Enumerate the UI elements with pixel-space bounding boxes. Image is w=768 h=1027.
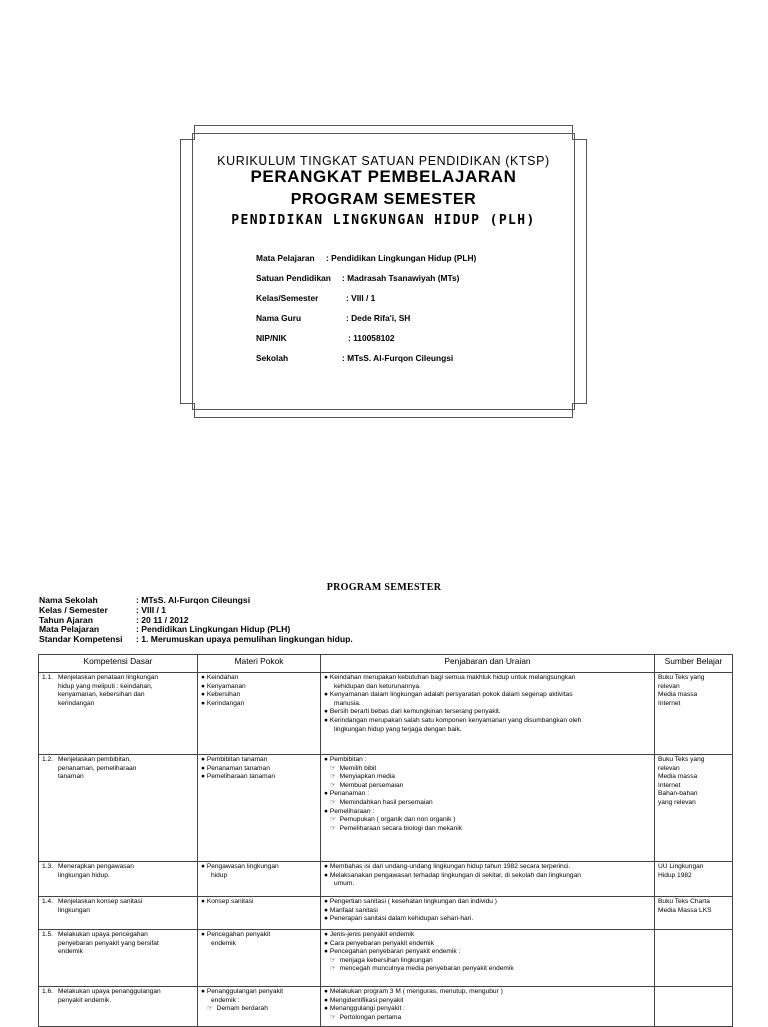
cell-materi <box>198 862 321 897</box>
uraian-item: ● Kerindangan merupakan salah satu komponen kenyamanan yang disumbangkan oleh <box>324 717 651 726</box>
table-row <box>39 930 733 987</box>
cover-frame <box>180 125 587 418</box>
uraian-item: ☞ menjaga kebersihan lingkungan <box>324 957 651 966</box>
uraian-item: ☞ Menyiapkan media <box>324 773 651 782</box>
meta-label: Kelas / Semester <box>39 604 108 615</box>
uraian-item: ● Pencegahan penyebaran penyakit endemik : <box>324 948 651 957</box>
cell-materi <box>198 673 321 755</box>
materi-item: ● Konsep sanitasi <box>201 898 317 907</box>
header-sumber: Sumber Belajar <box>655 655 733 673</box>
cell-materi <box>198 755 321 862</box>
sumber-line: Media massa <box>658 773 698 781</box>
kd-number: 1.2. <box>42 756 53 763</box>
materi-item: hidup <box>211 871 228 879</box>
sumber-line: yang relevan <box>658 798 696 806</box>
kd-number: 1.3. <box>42 863 53 870</box>
kd-block <box>42 756 194 782</box>
cell-sumber <box>655 755 733 862</box>
table-row <box>39 987 733 1027</box>
cell-sumber <box>655 930 733 987</box>
cell-materi <box>198 930 321 987</box>
identity-label: NIP/NIK <box>256 333 287 343</box>
kd-number: 1.1. <box>42 674 53 681</box>
uraian-item: manusia. <box>334 699 361 707</box>
sumber-line: Hidup 1982 <box>658 871 692 879</box>
table-header-row <box>39 655 733 673</box>
uraian-item: umum. <box>334 880 355 888</box>
uraian-item: ☞ Pemupukan ( organik dan non organik ) <box>324 816 651 825</box>
kd-line: kenyamanan, kebersihan dan <box>58 691 145 699</box>
kd-line: lingkungan <box>58 906 90 914</box>
materi-item: ● Penanaman tanaman <box>201 765 317 774</box>
meta-value: : VIII / 1 <box>136 604 167 615</box>
identity-value: : MTsS. Al-Furqon Cileungsi <box>342 353 454 363</box>
cover-subject-title: PENDIDIKAN LINGKUNGAN HIDUP (PLH) <box>231 213 536 228</box>
kd-line: Menjelaskan penataan lingkungan <box>58 674 159 681</box>
kd-line: endemik <box>58 948 83 956</box>
materi-item: ● Keindahan <box>201 674 317 683</box>
materi-item: ● Kebersihan <box>201 691 317 700</box>
uraian-item: ● Melaksanakan pengawasan terhadap lingkungan di sekitar, di sekolah dan lingkungan <box>324 872 651 881</box>
sumber-line: UU Lingkungan <box>658 863 704 870</box>
materi-item: endemik : <box>211 996 240 1004</box>
kd-text <box>58 931 159 957</box>
sumber-line: Media Massa LKS <box>658 906 712 914</box>
kd-line: Menerapkan pengawasan <box>58 863 134 870</box>
table-row <box>39 862 733 897</box>
uraian-item: ● Jenis-jenis penyakit endemik <box>324 931 651 940</box>
sumber-line: Media massa <box>658 691 698 699</box>
uraian-item: ● Melakukan program 3 M ( menguras, menutup, mengubur ) <box>324 988 651 997</box>
uraian-item: ● Penerapan sanitasi dalam kehidupan sehari-hari. <box>324 915 651 924</box>
kd-number: 1.4. <box>42 898 53 905</box>
kd-line: Melakukan upaya pencegahan <box>58 931 148 938</box>
sumber-line: relevan <box>658 682 680 690</box>
sumber-line: Bahan-bahan <box>658 790 698 798</box>
identity-value: : VIII / 1 <box>346 293 376 303</box>
meta-value: : 20 11 / 2012 <box>136 614 189 625</box>
header-uraian: Penjabaran dan Uraian <box>321 655 655 673</box>
materi-item: ● Pemeliharaan tanaman <box>201 773 317 782</box>
sumber-line: Internet <box>658 781 681 789</box>
cell-sumber <box>655 862 733 897</box>
uraian-item: ● Pengertian sanitasi ( kesehatan lingkungan dan individu ) <box>324 898 651 907</box>
cell-sumber <box>655 673 733 755</box>
uraian-item: ● Cara penyebaran penyakit endemik <box>324 940 651 949</box>
materi-item: ● Pembibitan tanaman <box>201 756 317 765</box>
uraian-item: ● Menanggulangi penyakit : <box>324 1005 651 1014</box>
identity-value: : Dede Rifa'i, SH <box>346 313 411 323</box>
cell-kompetensi <box>39 897 198 930</box>
meta-value: : Pendidikan Lingkungan Hidup (PLH) <box>136 624 291 635</box>
cover-subtitle: PROGRAM SEMESTER <box>290 191 477 208</box>
cell-kompetensi <box>39 987 198 1027</box>
cell-kompetensi <box>39 755 198 862</box>
kd-block <box>42 674 194 708</box>
table-row <box>39 897 733 930</box>
kd-text <box>58 674 158 708</box>
kd-text <box>58 756 136 782</box>
materi-item: endemik <box>211 939 236 947</box>
uraian-item: ● Mengidentifikasi penyakit <box>324 997 651 1006</box>
meta-value: : 1. Merumuskan upaya pemulihan lingkungan hidup. <box>136 634 353 645</box>
cell-uraian <box>321 755 655 862</box>
cell-materi <box>198 987 321 1027</box>
kd-block <box>42 863 194 880</box>
uraian-item: ● Kenyamanan dalam lingkungan adalah persyaratan pokok dalam segenap aktivitas <box>324 691 651 700</box>
uraian-item: ● Keindahan merupakan kebutuhan bagi semua makhluk hidup untuk melangsungkan <box>324 674 651 683</box>
kd-line: Melakukan upaya penanggulangan <box>58 988 161 995</box>
meta-label: Standar Kompetensi <box>39 634 123 645</box>
identity-label: Sekolah <box>256 353 289 363</box>
kd-line: hidup yang meliputi : keindahan, <box>58 682 153 690</box>
uraian-item: ☞ mencegah munculnya media penyebaran penyakit endemik <box>324 965 651 974</box>
identity-value: : Madrasah Tsanawiyah (MTs) <box>342 273 460 283</box>
program-table <box>38 654 733 1027</box>
kd-block <box>42 931 194 957</box>
kd-line: Menjelaskan pembibitan, <box>58 756 131 763</box>
cell-uraian <box>321 673 655 755</box>
sumber-line: Buku Teks Charta <box>658 898 710 905</box>
kd-line: penanaman, pemeliharaan <box>58 764 137 772</box>
uraian-item: kehidupan dan keturunannya. <box>334 682 421 690</box>
kd-line: penyebaran penyakit yang bersifat <box>58 939 159 947</box>
uraian-item: ☞ Membuat persemaian <box>324 782 651 791</box>
kd-text <box>58 898 142 915</box>
uraian-item: ● Pemeliharaan : <box>324 808 651 817</box>
uraian-item: ☞ Memilih bibit <box>324 765 651 774</box>
meta-label: Nama Sekolah <box>39 595 98 605</box>
uraian-item: ● Membahas isi dari undang-undang lingkungan hidup tahun 1982 secara terperinci. <box>324 863 651 872</box>
uraian-item: ● Bersih berarti bebas dari kemungkinan terserang penyakit. <box>324 708 651 717</box>
cell-kompetensi <box>39 673 198 755</box>
meta-value: : MTsS. Al-Furqon Cileungsi <box>136 595 251 605</box>
materi-item: ● Penanggulangan penyakit <box>201 988 317 997</box>
materi-item: ● Kenyamanan <box>201 683 317 692</box>
cover-curriculum-title: KURIKULUM TINGKAT SATUAN PENDIDIKAN (KTSP) <box>217 154 550 168</box>
kd-text <box>58 863 134 880</box>
identity-label: Mata Pelajaran <box>256 253 315 263</box>
table-row <box>39 755 733 862</box>
kd-block <box>42 988 194 1005</box>
meta-label: Tahun Ajaran <box>39 614 93 625</box>
identity-label: Nama Guru <box>256 313 302 323</box>
header-kompetensi: Kompetensi Dasar <box>39 655 198 673</box>
cell-sumber <box>655 897 733 930</box>
materi-item: ● Pengawasan lingkungan <box>201 863 317 872</box>
identity-label: Satuan Pendidikan <box>256 273 331 283</box>
cell-kompetensi <box>39 862 198 897</box>
cell-sumber <box>655 987 733 1027</box>
uraian-item: ☞ Pertolongan pertama <box>324 1014 651 1023</box>
program-title: PROGRAM SEMESTER <box>326 582 442 593</box>
cover-main-title: PERANGKAT PEMBELAJARAN <box>250 167 517 186</box>
cell-uraian <box>321 930 655 987</box>
uraian-item: lingkungan hidup yang terjaga dengan baik. <box>334 725 462 733</box>
sumber-line: Internet <box>658 699 681 707</box>
materi-item: ● Kerindangan <box>201 700 317 709</box>
meta-label: Mata Pelajaran <box>39 624 100 635</box>
kd-text <box>58 988 161 1005</box>
cell-materi <box>198 897 321 930</box>
kd-number: 1.6. <box>42 988 53 995</box>
kd-line: lingkungan hidup. <box>58 871 110 879</box>
sumber-line: relevan <box>658 764 680 772</box>
cell-uraian <box>321 897 655 930</box>
uraian-item: ☞ Memindahkan hasil persemaian <box>324 799 651 808</box>
materi-item: ☞ Demam berdarah <box>201 1005 317 1014</box>
uraian-item: ☞ Pemeliharaan secara biologi dan mekanik <box>324 825 651 834</box>
uraian-item: ● Pembibitan : <box>324 756 651 765</box>
cell-uraian <box>321 862 655 897</box>
table-row <box>39 673 733 755</box>
identity-value: : 110058102 <box>348 333 395 343</box>
identity-value: : Pendidikan Lingkungan Hidup (PLH) <box>326 253 477 263</box>
identity-label: Kelas/Semester <box>256 293 319 303</box>
kd-line: tanaman <box>58 773 84 781</box>
kd-line: Menjelaskan konsep sanitasi <box>58 898 143 905</box>
uraian-item: ● Manfaat sanitasi <box>324 907 651 916</box>
kd-line: kerindangan <box>58 699 95 707</box>
cell-uraian <box>321 987 655 1027</box>
kd-block <box>42 898 194 915</box>
kd-number: 1.5. <box>42 931 53 938</box>
sumber-line: Buku Teks yang <box>658 674 705 681</box>
uraian-item: ● Penanaman : <box>324 790 651 799</box>
header-materi: Materi Pokok <box>198 655 321 673</box>
cell-kompetensi <box>39 930 198 987</box>
kd-line: penyakit endemik. <box>58 996 112 1004</box>
materi-item: ● Pencegahan penyakit <box>201 931 317 940</box>
sumber-line: Buku Teks yang <box>658 756 705 763</box>
